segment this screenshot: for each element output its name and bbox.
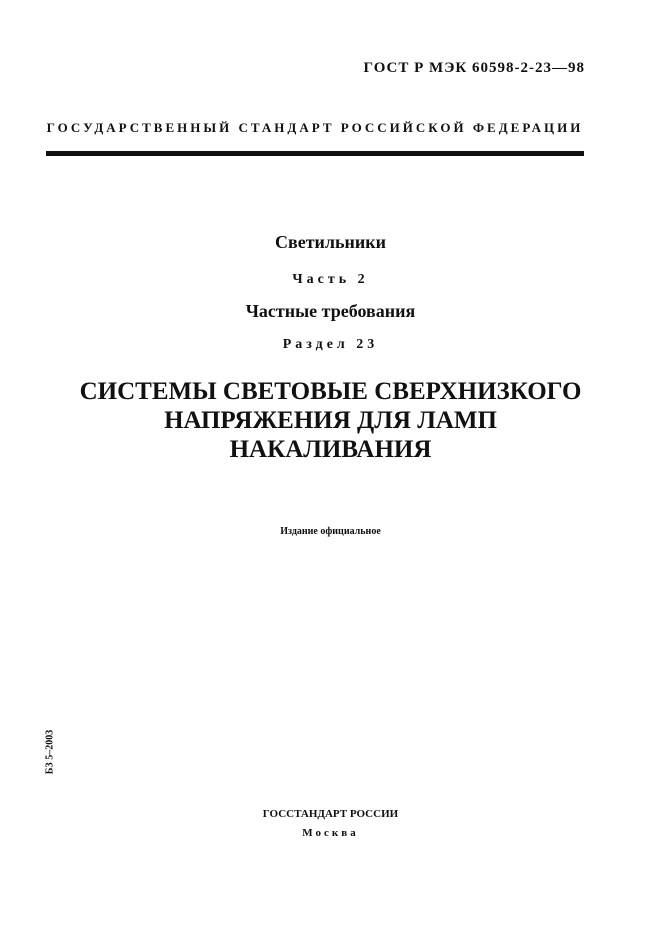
city: Москва bbox=[302, 827, 359, 839]
side-code-text: БЗ 5–2003 bbox=[44, 729, 56, 775]
state-standard-heading: ГОСУДАРСТВЕННЫЙ СТАНДАРТ РОССИЙСКОЙ ФЕДЕРАЦИИ bbox=[46, 120, 584, 135]
edition-note: Издание официальное bbox=[280, 526, 381, 537]
document-code: ГОСТ Р МЭК 60598-2-23—98 bbox=[363, 60, 585, 76]
section-label: Раздел 23 bbox=[282, 337, 379, 352]
part-label: Часть 2 bbox=[292, 272, 369, 287]
particular-requirements-title: Частные требования bbox=[245, 301, 416, 321]
side-code bbox=[42, 717, 58, 787]
main-title-line-2: НАПРЯЖЕНИЯ ДЛЯ ЛАМП bbox=[164, 407, 497, 434]
header-divider bbox=[46, 151, 584, 156]
subject-title: Светильники bbox=[274, 232, 387, 252]
publisher: ГОССТАНДАРТ РОССИИ bbox=[262, 808, 399, 820]
main-title-line-1: СИСТЕМЫ СВЕТОВЫЕ СВЕРХНИЗКОГО bbox=[79, 378, 582, 405]
main-title-line-3: НАКАЛИВАНИЯ bbox=[229, 436, 432, 463]
main-title bbox=[0, 377, 661, 464]
